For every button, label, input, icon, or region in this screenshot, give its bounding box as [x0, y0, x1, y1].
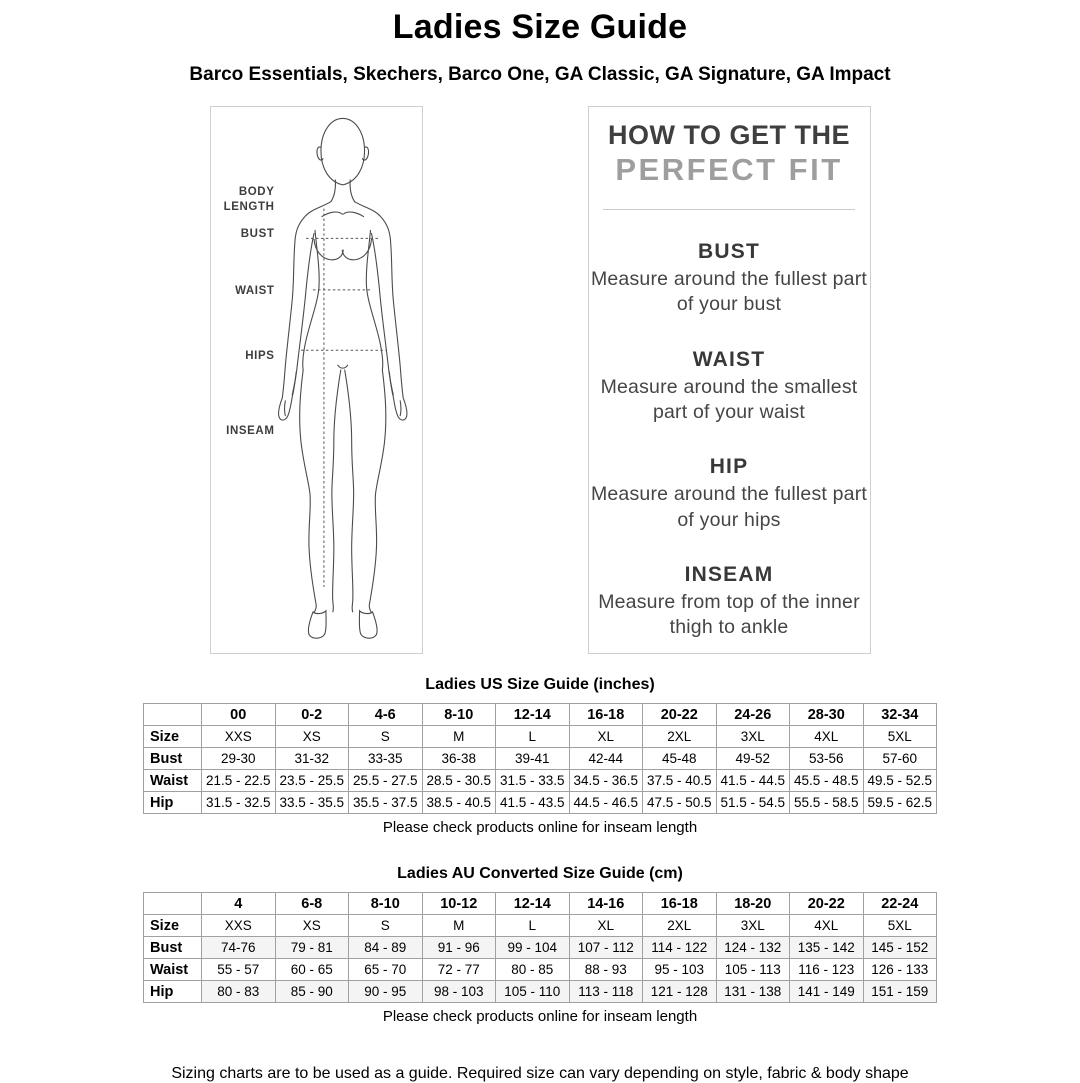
- size-cell: 45-48: [643, 748, 717, 770]
- corner-cell: [144, 893, 202, 915]
- figure-label-bust: BUST: [240, 228, 275, 240]
- figure-label-inseam: INSEAM: [226, 425, 275, 437]
- au-size-table: [143, 892, 937, 1003]
- size-cell: 5XL: [863, 726, 937, 748]
- size-cell: XL: [569, 915, 643, 937]
- table-row: [144, 726, 937, 748]
- size-cell: L: [496, 915, 570, 937]
- size-column-header: 16-18: [643, 893, 717, 915]
- au-size-table-title: Ladies AU Converted Size Guide (cm): [397, 865, 683, 882]
- size-cell: S: [349, 915, 423, 937]
- us-size-table: [143, 703, 937, 814]
- size-cell: 65 - 70: [349, 959, 423, 981]
- size-cell: 33-35: [349, 748, 423, 770]
- size-column-header: 6-8: [275, 893, 349, 915]
- size-cell: 44.5 - 46.5: [569, 792, 643, 814]
- size-cell: 2XL: [643, 726, 717, 748]
- size-column-header: 20-22: [643, 704, 717, 726]
- size-column-header: 12-14: [496, 704, 570, 726]
- size-cell: 131 - 138: [716, 981, 790, 1003]
- fit-heading-waist: WAIST: [692, 347, 766, 371]
- size-cell: 25.5 - 27.5: [349, 770, 423, 792]
- figure-label-body-length: BODY LENGTH: [223, 186, 275, 213]
- size-column-header: 8-10: [349, 893, 423, 915]
- size-cell: 5XL: [863, 915, 937, 937]
- corner-cell: [144, 704, 202, 726]
- body-measurement-figure-box: [210, 106, 423, 654]
- row-label: Bust: [144, 937, 202, 959]
- size-cell: 2XL: [643, 915, 717, 937]
- size-column-header: 16-18: [569, 704, 643, 726]
- size-cell: S: [349, 726, 423, 748]
- us-size-table-note: Please check products online for inseam length: [382, 819, 698, 836]
- fit-heading-inseam: INSEAM: [684, 563, 774, 587]
- row-label: Waist: [144, 959, 202, 981]
- table-row: [144, 937, 937, 959]
- size-cell: 107 - 112: [569, 937, 643, 959]
- size-column-header: 00: [202, 704, 276, 726]
- size-column-header: 8-10: [422, 704, 496, 726]
- size-cell: 99 - 104: [496, 937, 570, 959]
- size-cell: 98 - 103: [422, 981, 496, 1003]
- row-label: Hip: [144, 792, 202, 814]
- size-cell: 59.5 - 62.5: [863, 792, 937, 814]
- size-cell: XXS: [202, 915, 276, 937]
- size-cell: 3XL: [716, 726, 790, 748]
- size-column-header: 28-30: [790, 704, 864, 726]
- row-label: Bust: [144, 748, 202, 770]
- row-label: Size: [144, 726, 202, 748]
- size-column-header: 4-6: [349, 704, 423, 726]
- size-cell: XS: [275, 726, 349, 748]
- table-row: [144, 915, 937, 937]
- size-column-header: 32-34: [863, 704, 937, 726]
- fit-heading-hip: HIP: [709, 455, 749, 479]
- size-cell: 33.5 - 35.5: [275, 792, 349, 814]
- fit-panel-title-line1: HOW TO GET THE: [608, 120, 850, 150]
- fit-section-bust: [589, 240, 870, 318]
- size-cell: 45.5 - 48.5: [790, 770, 864, 792]
- fit-text-bust: Measure around the fullest part of your bust: [590, 268, 868, 316]
- size-cell: 60 - 65: [275, 959, 349, 981]
- fit-text-hip: Measure around the fullest part of your hips: [590, 483, 868, 531]
- size-cell: 74-76: [202, 937, 276, 959]
- size-column-header: 24-26: [716, 704, 790, 726]
- size-cell: 57-60: [863, 748, 937, 770]
- table-row: [144, 748, 937, 770]
- size-cell: 85 - 90: [275, 981, 349, 1003]
- size-cell: 80 - 85: [496, 959, 570, 981]
- row-label: Hip: [144, 981, 202, 1003]
- size-column-header: 18-20: [716, 893, 790, 915]
- us-size-table-title: Ladies US Size Guide (inches): [425, 676, 655, 693]
- size-column-header: 4: [202, 893, 276, 915]
- table-row: [144, 770, 937, 792]
- row-label: Waist: [144, 770, 202, 792]
- size-column-header: 0-2: [275, 704, 349, 726]
- size-cell: M: [422, 915, 496, 937]
- perfect-fit-panel: [588, 106, 871, 654]
- size-cell: 80 - 83: [202, 981, 276, 1003]
- size-cell: 41.5 - 44.5: [716, 770, 790, 792]
- size-cell: 4XL: [790, 726, 864, 748]
- hero-row: [210, 106, 871, 654]
- size-cell: XL: [569, 726, 643, 748]
- size-column-header: 12-14: [496, 893, 570, 915]
- size-cell: 95 - 103: [643, 959, 717, 981]
- page-title: Ladies Size Guide: [392, 8, 688, 46]
- size-cell: 39-41: [496, 748, 570, 770]
- size-cell: 135 - 142: [790, 937, 864, 959]
- size-cell: 53-56: [790, 748, 864, 770]
- table-header-row: [144, 893, 937, 915]
- size-cell: 47.5 - 50.5: [643, 792, 717, 814]
- size-cell: 51.5 - 54.5: [716, 792, 790, 814]
- size-cell: 31.5 - 33.5: [496, 770, 570, 792]
- fit-text-waist: Measure around the smallest part of your waist: [600, 375, 858, 424]
- size-cell: 23.5 - 25.5: [275, 770, 349, 792]
- size-cell: 105 - 113: [716, 959, 790, 981]
- table-row: [144, 792, 937, 814]
- size-cell: 49-52: [716, 748, 790, 770]
- size-cell: 3XL: [716, 915, 790, 937]
- size-cell: 72 - 77: [422, 959, 496, 981]
- size-column-header: 22-24: [863, 893, 937, 915]
- size-cell: 116 - 123: [790, 959, 864, 981]
- fit-section-waist: [589, 348, 870, 426]
- size-cell: 21.5 - 22.5: [202, 770, 276, 792]
- size-cell: 38.5 - 40.5: [422, 792, 496, 814]
- table-row: [144, 981, 937, 1003]
- fit-text-inseam: Measure from top of the inner thigh to ankle: [598, 591, 860, 639]
- size-cell: 79 - 81: [275, 937, 349, 959]
- size-cell: 31.5 - 32.5: [202, 792, 276, 814]
- size-cell: 105 - 110: [496, 981, 570, 1003]
- size-cell: 42-44: [569, 748, 643, 770]
- figure-label-hips: HIPS: [245, 350, 275, 362]
- size-cell: M: [422, 726, 496, 748]
- size-cell: 126 - 133: [863, 959, 937, 981]
- size-column-header: 10-12: [422, 893, 496, 915]
- size-cell: 4XL: [790, 915, 864, 937]
- size-cell: 124 - 132: [716, 937, 790, 959]
- size-cell: 121 - 128: [643, 981, 717, 1003]
- size-cell: 29-30: [202, 748, 276, 770]
- size-cell: XXS: [202, 726, 276, 748]
- table-row: [144, 959, 937, 981]
- size-column-header: 14-16: [569, 893, 643, 915]
- table-header-row: [144, 704, 937, 726]
- size-cell: 34.5 - 36.5: [569, 770, 643, 792]
- size-cell: 88 - 93: [569, 959, 643, 981]
- fit-panel-title-line2: PERFECT FIT: [615, 152, 843, 187]
- size-cell: 41.5 - 43.5: [496, 792, 570, 814]
- size-cell: 55 - 57: [202, 959, 276, 981]
- fit-section-hip: [589, 455, 870, 533]
- size-cell: 141 - 149: [790, 981, 864, 1003]
- size-cell: 55.5 - 58.5: [790, 792, 864, 814]
- size-cell: 151 - 159: [863, 981, 937, 1003]
- figure-label-waist: WAIST: [235, 285, 275, 297]
- size-cell: XS: [275, 915, 349, 937]
- size-cell: 91 - 96: [422, 937, 496, 959]
- size-cell: 84 - 89: [349, 937, 423, 959]
- size-cell: 114 - 122: [643, 937, 717, 959]
- size-cell: 145 - 152: [863, 937, 937, 959]
- page-subtitle: Barco Essentials, Skechers, Barco One, GA Classic, GA Signature, GA Impact: [189, 64, 891, 85]
- row-label: Size: [144, 915, 202, 937]
- size-cell: 36-38: [422, 748, 496, 770]
- size-column-header: 20-22: [790, 893, 864, 915]
- size-cell: 31-32: [275, 748, 349, 770]
- size-cell: 113 - 118: [569, 981, 643, 1003]
- size-cell: 37.5 - 40.5: [643, 770, 717, 792]
- size-cell: 35.5 - 37.5: [349, 792, 423, 814]
- size-cell: L: [496, 726, 570, 748]
- footer-disclaimer: Sizing charts are to be used as a guide. Required size can vary depending on style, fabric & body shape: [171, 1065, 909, 1082]
- size-cell: 90 - 95: [349, 981, 423, 1003]
- fit-heading-bust: BUST: [698, 240, 760, 263]
- divider: [603, 209, 855, 210]
- size-cell: 28.5 - 30.5: [422, 770, 496, 792]
- au-size-table-note: Please check products online for inseam length: [382, 1008, 698, 1025]
- fit-section-inseam: [589, 563, 870, 641]
- size-cell: 49.5 - 52.5: [863, 770, 937, 792]
